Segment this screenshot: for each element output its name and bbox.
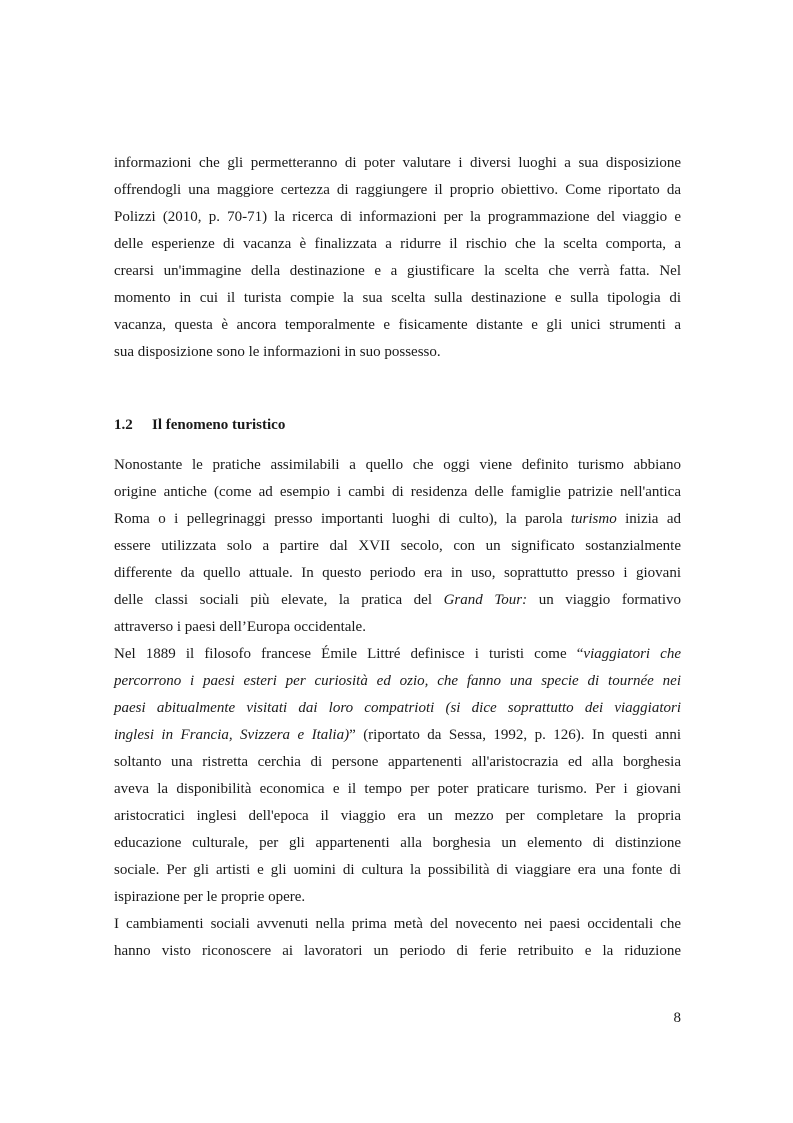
text-line: Nonostante le pratiche assimilabili a quello che oggi viene definito turismo abbiano bbox=[114, 457, 681, 473]
text-line: essere utilizzata solo a partire dal XVII secolo, con un significato sostanzialmente bbox=[114, 538, 681, 554]
section-heading bbox=[114, 412, 285, 439]
text-line bbox=[114, 668, 681, 695]
text-line: delle esperienze di vacanza è finalizzata a ridurre il rischio che la scelta comporta, a bbox=[114, 236, 681, 252]
italic-term: Grand Tour: bbox=[443, 592, 528, 608]
text-line: sociale. Per gli artisti e gli uomini di cultura la possibilità di viaggiare era una fonte di bbox=[114, 862, 681, 878]
text-line: hanno visto riconoscere ai lavoratori un periodo di ferie retribuito e la riduzione bbox=[114, 943, 681, 959]
text-line bbox=[114, 695, 681, 722]
text-line: informazioni che gli permetteranno di poter valutare i diversi luoghi a sua disposizione bbox=[114, 155, 681, 171]
italic-quote: paesi abitualmente visitati dai loro compatrioti (si dice soprattutto dei viaggiatori bbox=[114, 700, 681, 716]
text-line: educazione culturale, per gli appartenenti alla borghesia un elemento di distinzione bbox=[114, 835, 681, 851]
text-line: inglesi in Francia, Svizzera e Italia)” (riportato da Sessa, 1992, p. 126). In questi anni bbox=[114, 727, 681, 743]
text-line: crearsi un'immagine della destinazione e a giustificare la scelta che verrà fatta. Nel bbox=[114, 263, 681, 279]
page-number: 8 bbox=[673, 1010, 681, 1026]
text-line: offrendogli una maggiore certezza di raggiungere il proprio obiettivo. Come riportato da bbox=[114, 182, 681, 198]
text-line: origine antiche (come ad esempio i cambi di residenza delle famiglie patrizie nell'antica bbox=[114, 484, 681, 500]
text-line: delle classi sociali più elevate, la pratica del Grand Tour: un viaggio formativo bbox=[114, 592, 681, 608]
text-line: I cambiamenti sociali avvenuti nella prima metà del novecento nei paesi occidentali che bbox=[114, 916, 681, 932]
paragraph-continued bbox=[114, 150, 681, 366]
body-text bbox=[114, 452, 681, 965]
text-line: ispirazione per le proprie opere. bbox=[114, 889, 306, 905]
text-line: Nel 1889 il filosofo francese Émile Littré definisce i turisti come “viaggiatori che bbox=[114, 646, 681, 662]
italic-term: turismo bbox=[570, 511, 617, 527]
italic-quote: percorrono i paesi esteri per curiosità ed ozio, che fanno una specie di tournée nei bbox=[114, 673, 681, 689]
text-line: aristocratici inglesi dell'epoca il viaggio era un mezzo per completare la propria bbox=[114, 808, 681, 824]
text-line: aveva la disponibilità economica e il tempo per poter praticare turismo. Per i giovani bbox=[114, 781, 681, 797]
section-title: Il fenomeno turistico bbox=[152, 417, 286, 433]
text-line: Roma o i pellegrinaggi presso importanti luoghi di culto), la parola turismo inizia ad bbox=[114, 511, 681, 527]
text-line: momento in cui il turista compie la sua scelta sulla destinazione e sulla tipologia di bbox=[114, 290, 681, 306]
text-line: sua disposizione sono le informazioni in suo possesso. bbox=[114, 344, 441, 360]
italic-quote: inglesi in Francia, Svizzera e Italia) bbox=[114, 727, 350, 743]
text-line: vacanza, questa è ancora temporalmente e fisicamente distante e gli unici strumenti a bbox=[114, 317, 681, 333]
text-line: Polizzi (2010, p. 70-71) la ricerca di informazioni per la programmazione del viaggio e bbox=[114, 209, 681, 225]
section-number: 1.2 bbox=[114, 417, 133, 433]
text-line: soltanto una ristretta cerchia di persone appartenenti all'aristocrazia ed alla borghesia bbox=[114, 754, 681, 770]
italic-quote: viaggiatori che bbox=[583, 646, 681, 662]
text-line: differente da quello attuale. In questo periodo era in uso, soprattutto presso i giovani bbox=[114, 565, 681, 581]
text-line: attraverso i paesi dell’Europa occidentale. bbox=[114, 619, 366, 635]
